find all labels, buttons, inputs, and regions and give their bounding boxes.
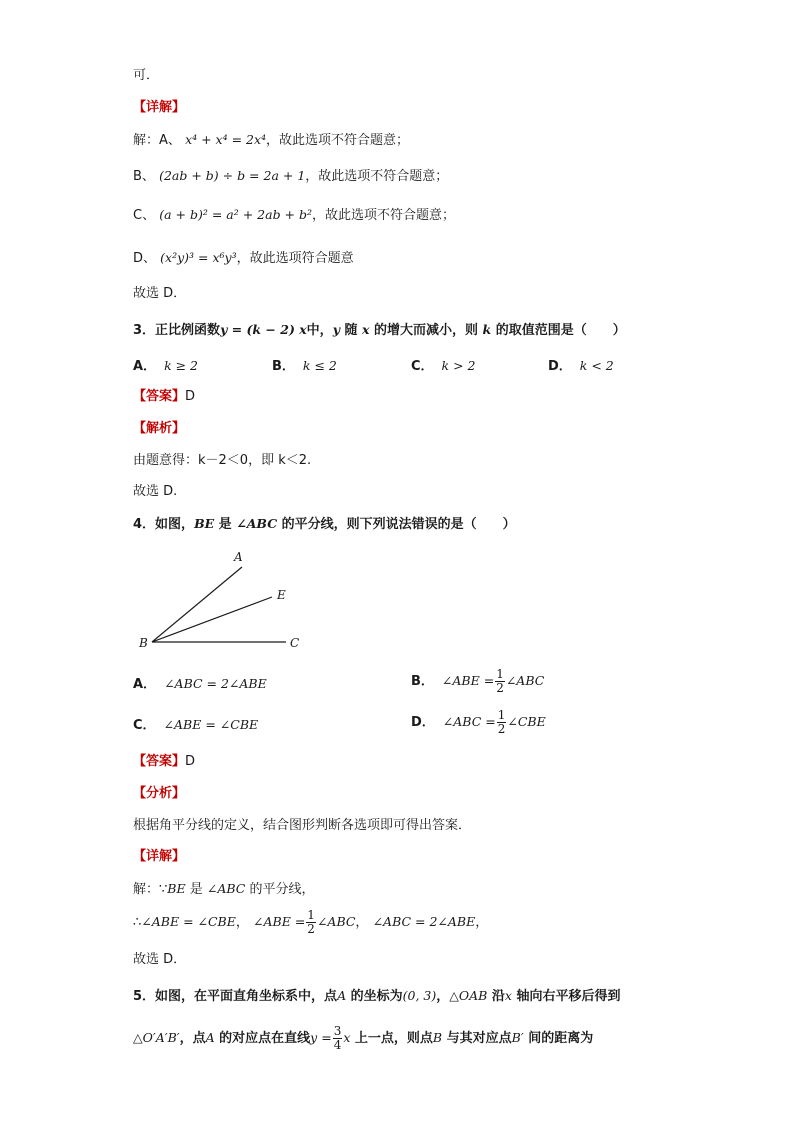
- option-value: ∠ABE = ∠CBE: [163, 717, 259, 732]
- q4-option-d: [411, 709, 546, 736]
- angle-bisector-figure: [130, 545, 320, 655]
- fraction: [497, 709, 507, 736]
- question-number: 3．: [133, 323, 156, 338]
- math-expr: ∠ABE = ∠CBE: [141, 914, 236, 929]
- option-label: D．: [411, 715, 435, 730]
- conclusion-text: 故选 D．: [133, 286, 187, 301]
- answer-tag: 【答案】: [133, 754, 186, 769]
- stem-text: ，点: [179, 1031, 206, 1046]
- stem-text: 的对应点在直线: [214, 1031, 311, 1046]
- conclusion-text: 故选 D．: [133, 952, 187, 967]
- analysis-tag: 【解析】: [133, 421, 186, 436]
- separator: ，: [235, 915, 249, 930]
- stem-text: 的坐标为: [346, 989, 403, 1004]
- fraction-denominator: 2: [497, 722, 506, 736]
- math-var: B: [432, 1030, 443, 1045]
- math-expr: (0, 3): [402, 988, 437, 1003]
- q3-analysis: [133, 451, 311, 471]
- fraction: [495, 668, 505, 695]
- stem-text: 轴向右平移后得到: [511, 989, 621, 1004]
- stem-text: 上一点，则点: [350, 1031, 433, 1046]
- option-label: C．: [133, 718, 156, 733]
- point-label-e: E: [277, 588, 286, 602]
- question-number: 4．: [133, 517, 156, 532]
- ray-ba: [152, 567, 242, 642]
- math-expr: ∠ABC: [316, 914, 356, 929]
- math-var: A: [205, 1030, 215, 1045]
- math-var: B′: [511, 1030, 524, 1045]
- option-value: ∠ABE =: [441, 673, 495, 688]
- separator: ，: [355, 915, 369, 930]
- sol-text: ，故此选项符合题意: [236, 251, 354, 266]
- q4-analysis: [133, 816, 471, 836]
- fraction-numerator: 3: [333, 1024, 342, 1038]
- option-label: B、: [133, 169, 155, 184]
- answer-tag: 【答案】: [133, 389, 186, 404]
- math-expr: (a + b)² = a² + 2ab + b²: [159, 207, 313, 222]
- math-expr: (2ab + b) ÷ b = 2a + 1: [159, 168, 306, 183]
- option-label: A．: [133, 359, 157, 374]
- math-expr: △O′A′B′: [133, 1030, 180, 1045]
- q3-option-a: [133, 356, 198, 377]
- math-expr: ∠ABC = 2∠ABE: [372, 914, 476, 929]
- q3-conclusion: [133, 482, 177, 502]
- sol-text: 的平分线，: [245, 882, 315, 897]
- q2-solution-d: [133, 248, 354, 269]
- point-label-a: A: [234, 550, 243, 564]
- math-var: BE: [167, 881, 186, 896]
- option-label: C．: [411, 359, 434, 374]
- q4-option-c: [133, 715, 258, 736]
- math-expr: ∠ABC: [206, 881, 246, 896]
- q4-conclusion: [133, 950, 186, 970]
- intro-tail: [133, 66, 159, 86]
- q4-answer: [133, 752, 195, 772]
- stem-text: 随: [339, 323, 363, 338]
- detail-tag: [133, 98, 185, 118]
- option-value: ∠ABC = 2∠ABE: [164, 676, 267, 691]
- option-label: B．: [272, 359, 295, 374]
- math-expr: x⁴ + x⁴ = 2x⁴: [185, 132, 267, 147]
- math-var: x: [362, 322, 370, 337]
- sol-text: ，故此选项不符合题意；: [312, 208, 456, 223]
- q4-analysis-tag: [133, 784, 185, 804]
- math-var: y: [332, 322, 340, 337]
- math-expr: ∠ABE =: [253, 914, 306, 929]
- q3-option-c: [411, 356, 476, 377]
- fraction-denominator: 4: [333, 1038, 342, 1052]
- q5-stem-2: [133, 1024, 593, 1053]
- sol-prefix: 解：∵: [133, 882, 168, 897]
- q4-solution-1: [133, 879, 314, 900]
- q3-answer: [133, 387, 195, 407]
- conclusion-text: 故选 D.: [133, 484, 178, 499]
- math-expr: y =: [310, 1030, 332, 1045]
- option-value: k ≤ 2: [302, 358, 337, 373]
- math-var: A: [337, 988, 347, 1003]
- fraction: [333, 1025, 343, 1052]
- option-value: ∠CBE: [507, 714, 546, 729]
- option-value: k < 2: [579, 358, 614, 373]
- stem-text: 的平分线，则下列说法错误的是（ ）: [277, 517, 516, 532]
- stem-text: 中，: [306, 323, 333, 338]
- q4-option-a: [133, 674, 267, 695]
- option-value: ∠ABC =: [442, 714, 496, 729]
- q4-detail-tag: [133, 847, 185, 867]
- fraction-denominator: 2: [307, 922, 315, 936]
- q4-option-b: [411, 668, 544, 695]
- q2-solution-c: [133, 205, 455, 226]
- option-value: k > 2: [441, 358, 476, 373]
- option-value: ∠ABC: [505, 673, 545, 688]
- stem-text: 的增大而减小，则: [369, 323, 483, 338]
- answer-value: D: [185, 389, 196, 404]
- fraction-numerator: 1: [307, 908, 315, 922]
- option-label: D．: [548, 359, 572, 374]
- option-label: B．: [411, 674, 434, 689]
- q4-stem: [133, 514, 516, 535]
- q3-analysis-tag: [133, 419, 185, 439]
- stem-text: ，: [436, 989, 450, 1004]
- math-expr: y = (k − 2) x: [220, 322, 307, 337]
- stem-text: 沿: [487, 989, 505, 1004]
- fraction: [306, 909, 316, 936]
- stem-text: 的取值范围是（ ）: [491, 323, 626, 338]
- q2-conclusion: [133, 284, 186, 304]
- sol-prefix: 解：: [133, 133, 160, 148]
- fraction-numerator: 1: [497, 708, 506, 722]
- detail-tag-text: 【详解】: [133, 849, 186, 864]
- q5-stem-1: [133, 986, 620, 1007]
- sol-text: ，故此选项不符合题意；: [305, 169, 449, 184]
- q3-option-b: [272, 356, 337, 377]
- option-label: A．: [133, 677, 157, 692]
- point-label-b: B: [139, 636, 148, 650]
- fraction-denominator: 2: [496, 681, 504, 695]
- option-label: A、: [159, 133, 181, 148]
- sol-text: ，故此选项不符合题意；: [266, 133, 410, 148]
- analysis-tag: 【分析】: [133, 786, 186, 801]
- separator: ，: [475, 915, 489, 930]
- option-value: k ≥ 2: [164, 358, 199, 373]
- stem-text: 如图，在平面直角坐标系中，点: [155, 989, 338, 1004]
- option-label: C、: [133, 208, 156, 223]
- math-expr: (x²y)³ = x⁶y³: [160, 250, 237, 265]
- answer-value: D: [185, 754, 196, 769]
- math-var: BE: [194, 516, 215, 531]
- q3-option-d: [548, 356, 614, 377]
- therefore-symbol: ∴: [133, 915, 142, 930]
- option-label: D、: [133, 251, 157, 266]
- stem-text: 与其对应点: [442, 1031, 512, 1046]
- detail-tag-text: 【详解】: [133, 100, 186, 115]
- intro-tail-text: 可．: [133, 68, 160, 83]
- stem-text: 是: [214, 517, 237, 532]
- q3-stem: [133, 320, 626, 341]
- q2-solution-b: [133, 166, 448, 187]
- q2-solution-a: [133, 130, 409, 151]
- stem-text: 间的距离为: [523, 1031, 594, 1046]
- sol-text: 是: [185, 882, 207, 897]
- q4-solution-2: [133, 908, 488, 937]
- stem-text: 如图，: [155, 517, 195, 532]
- math-var: x: [504, 988, 512, 1003]
- stem-text: 正比例函数: [155, 323, 221, 338]
- math-expr: △OAB: [449, 988, 488, 1003]
- point-label-c: C: [290, 636, 300, 650]
- math-var: k: [482, 322, 492, 337]
- analysis-text: 根据角平分线的定义，结合图形判断各选项即可得出答案．: [133, 818, 472, 833]
- fraction-numerator: 1: [496, 667, 504, 681]
- math-var: x: [343, 1030, 351, 1045]
- analysis-text: 由题意得：k－2＜0，即 k＜2.: [133, 453, 312, 468]
- question-number: 5．: [133, 989, 156, 1004]
- ray-be: [152, 597, 272, 642]
- math-expr: ∠ABC: [236, 516, 278, 531]
